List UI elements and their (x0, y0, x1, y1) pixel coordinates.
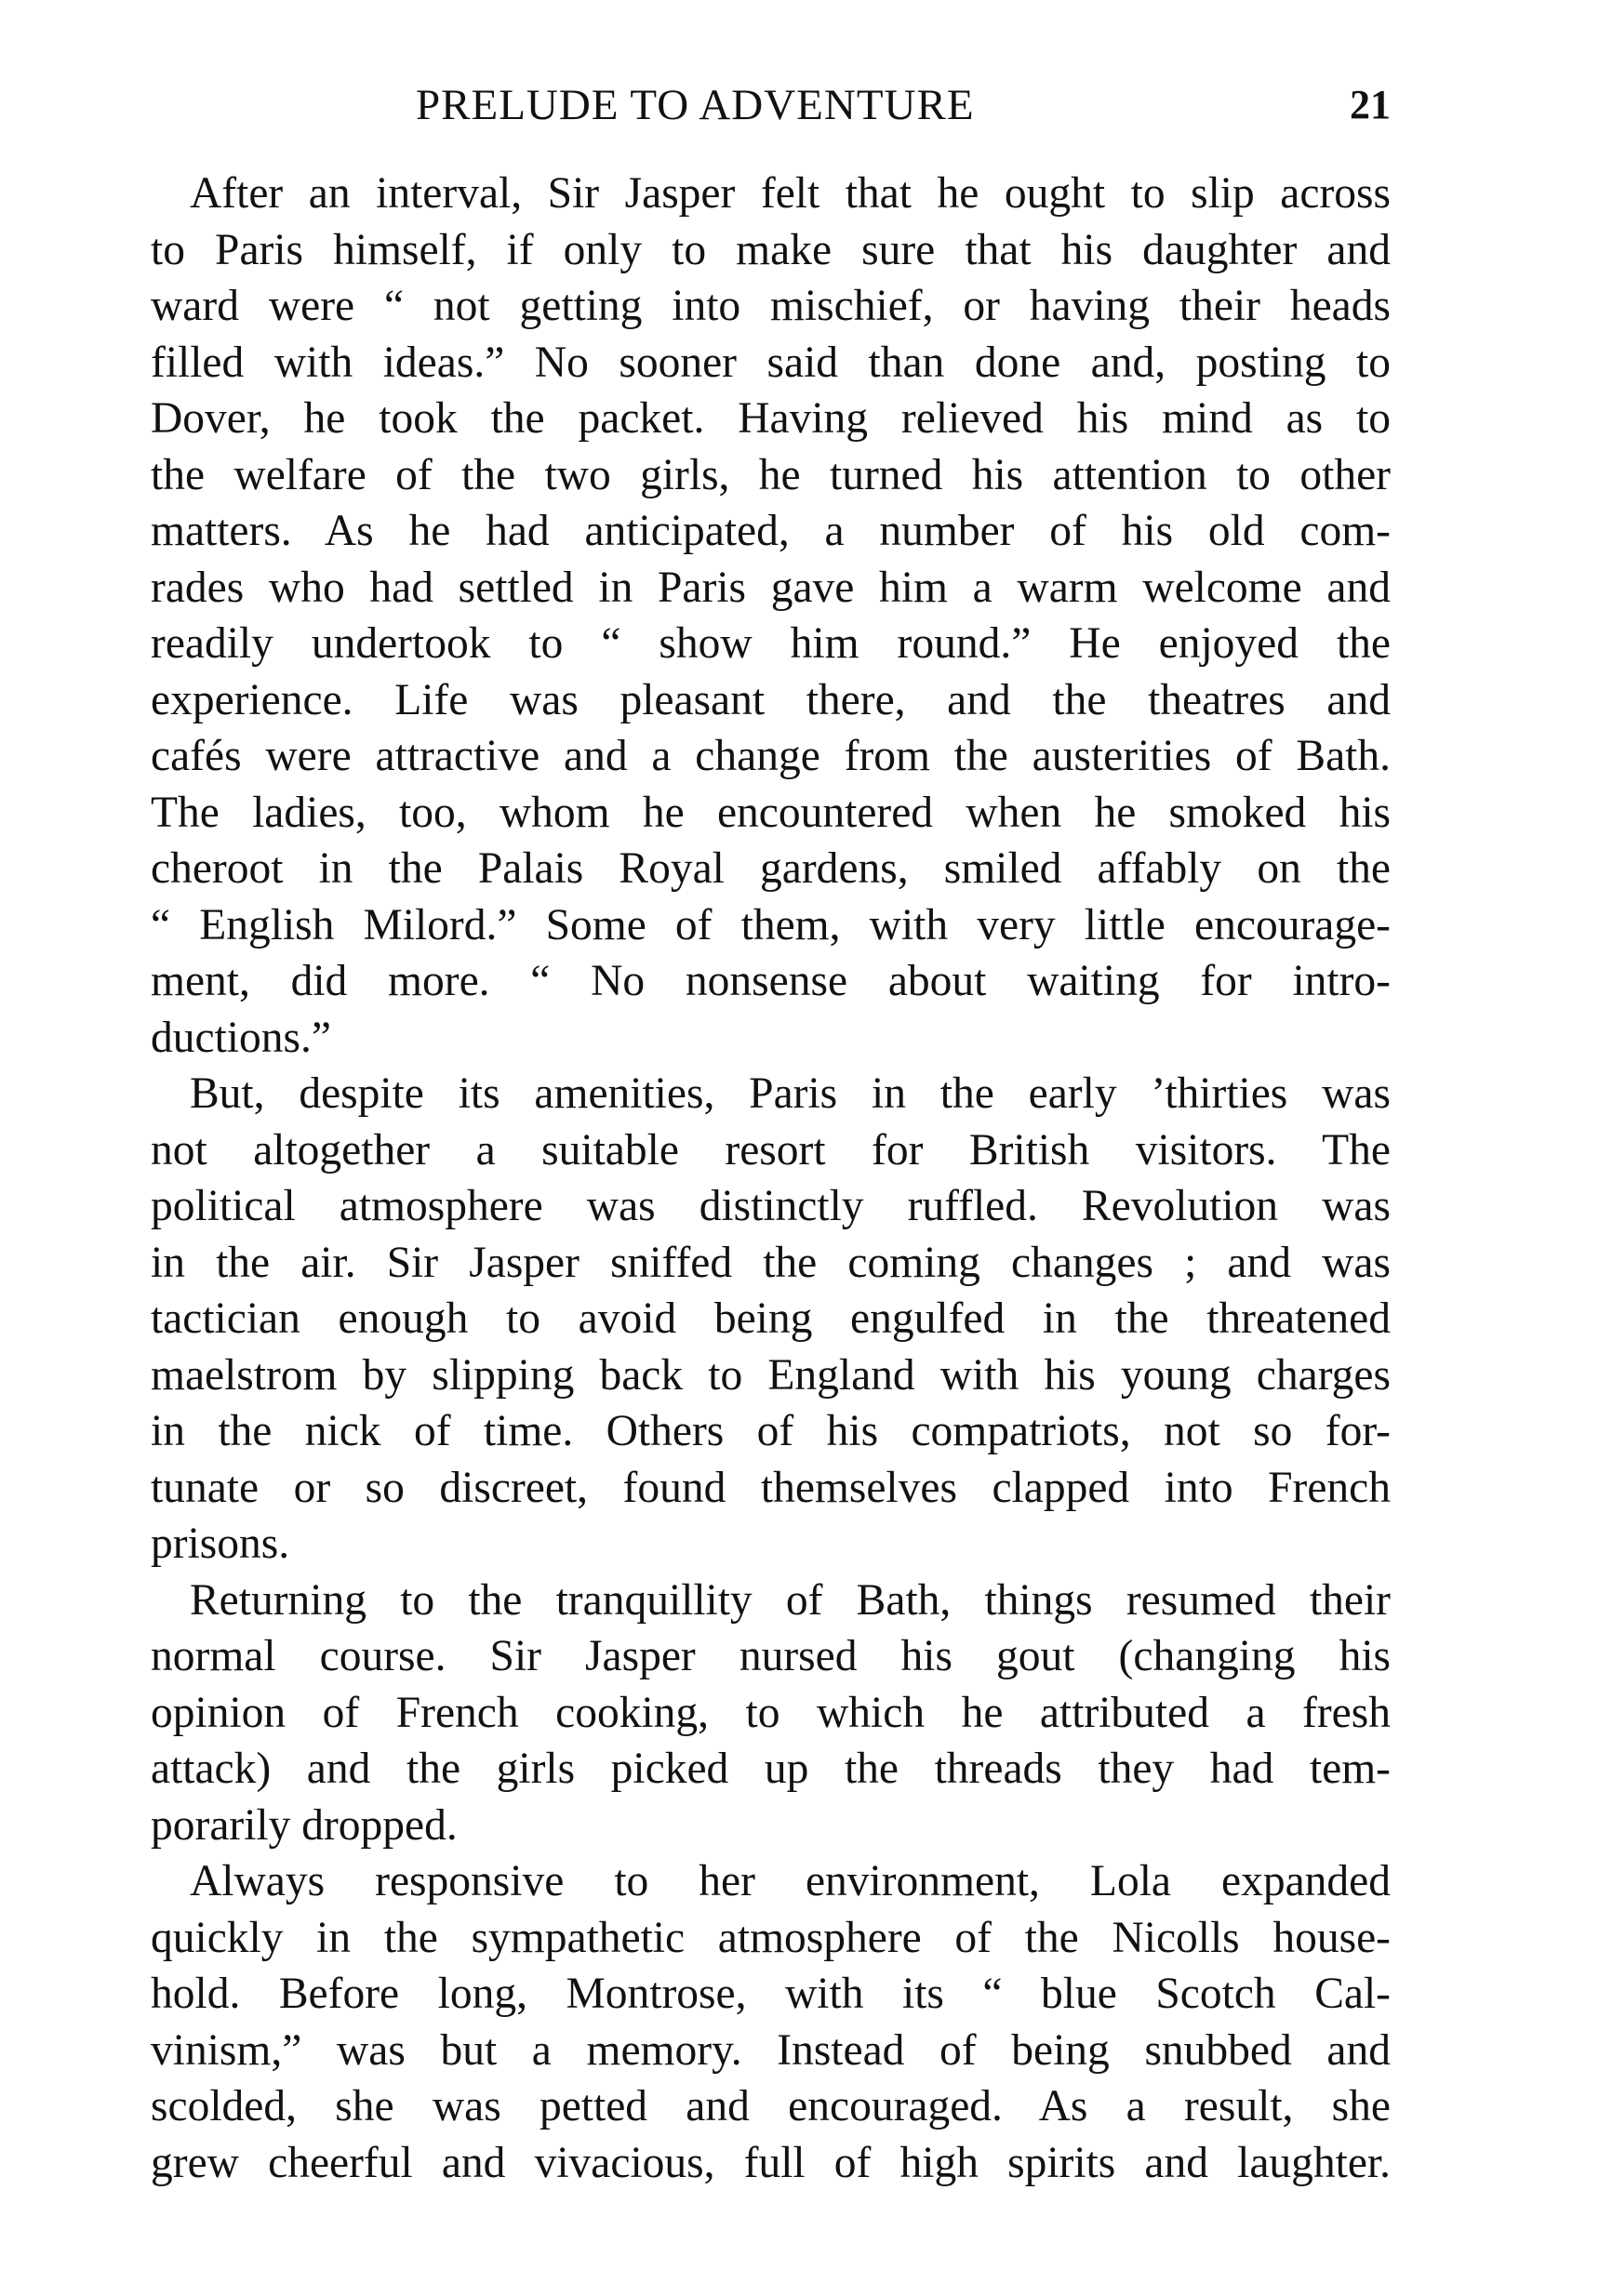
text-line: After an interval, Sir Jasper felt that he ought to slip across (190, 169, 1391, 218)
text-line: grew cheerful and vivacious, full of high spirits and laughter. (151, 2138, 1391, 2187)
text-line: quickly in the sympathetic atmosphere of the Nicolls house- (151, 1913, 1391, 1962)
text-line: in the air. Sir Jasper sniffed the coming changes ; and was (151, 1238, 1391, 1287)
text-line: porarily dropped. (151, 1800, 458, 1850)
text-line: ment, did more. “ No nonsense about waiting for intro- (151, 957, 1391, 1005)
text-line: attack) and the girls picked up the threads they had tem- (151, 1745, 1391, 1793)
text-line: tactician enough to avoid being engulfed in the threatened (151, 1294, 1391, 1343)
text-line: readily undertook to “ show him round.” He enjoyed the (151, 619, 1391, 668)
text-line: rades who had settled in Paris gave him a warm welcome and (151, 563, 1391, 612)
text-line: normal course. Sir Jasper nursed his gout (changing his (151, 1632, 1391, 1680)
text-line: ward were “ not getting into mischief, or having their heads (151, 282, 1391, 330)
text-line: political atmosphere was distinctly ruffled. Revolution was (151, 1182, 1391, 1230)
text-line: the welfare of the two girls, he turned his attention to other (151, 450, 1391, 499)
text-line: scolded, she was petted and encouraged. As a result, she (151, 2082, 1391, 2130)
text-line: maelstrom by slipping back to England with his young charges (151, 1350, 1391, 1400)
text-line: “ English Milord.” Some of them, with very little encourage- (151, 900, 1391, 949)
text-line: ductions.” (151, 1013, 331, 1062)
running-title: PRELUDE TO ADVENTURE (416, 81, 975, 129)
text-line: matters. As he had anticipated, a number of his old com- (151, 507, 1391, 555)
text-line: hold. Before long, Montrose, with its “ blue Scotch Cal- (151, 1970, 1391, 2018)
page-number: 21 (1350, 82, 1391, 127)
text-line: not altogether a suitable resort for British visitors. The (151, 1125, 1391, 1175)
body-text (151, 166, 1391, 2191)
text-line: Dover, he took the packet. Having relieved his mind as to (151, 394, 1391, 443)
text-line: opinion of French cooking, to which he attributed a fresh (151, 1688, 1391, 1737)
text-line: vinism,” was but a memory. Instead of being snubbed and (151, 2025, 1391, 2075)
text-line: Returning to the tranquillity of Bath, things resumed their (190, 1575, 1391, 1625)
running-header (151, 73, 1391, 138)
text-line: to Paris himself, if only to make sure that his daughter and (151, 225, 1391, 274)
text-line: tunate or so discreet, found themselves clapped into French (151, 1463, 1391, 1512)
text-line: prisons. (151, 1520, 290, 1568)
text-line: Always responsive to her environment, Lola expanded (190, 1857, 1391, 1905)
text-line: cafés were attractive and a change from the austerities of Bath. (151, 732, 1391, 780)
text-line: But, despite its amenities, Paris in the early ’thirties was (190, 1069, 1391, 1118)
text-line: filled with ideas.” No sooner said than done and, posting to (151, 338, 1391, 387)
text-line: experience. Life was pleasant there, and the theatres and (151, 675, 1391, 724)
text-line: The ladies, too, whom he encountered when he smoked his (151, 788, 1391, 837)
text-line: cheroot in the Palais Royal gardens, smiled affably on the (151, 844, 1391, 893)
text-line: in the nick of time. Others of his compatriots, not so for- (151, 1407, 1391, 1455)
